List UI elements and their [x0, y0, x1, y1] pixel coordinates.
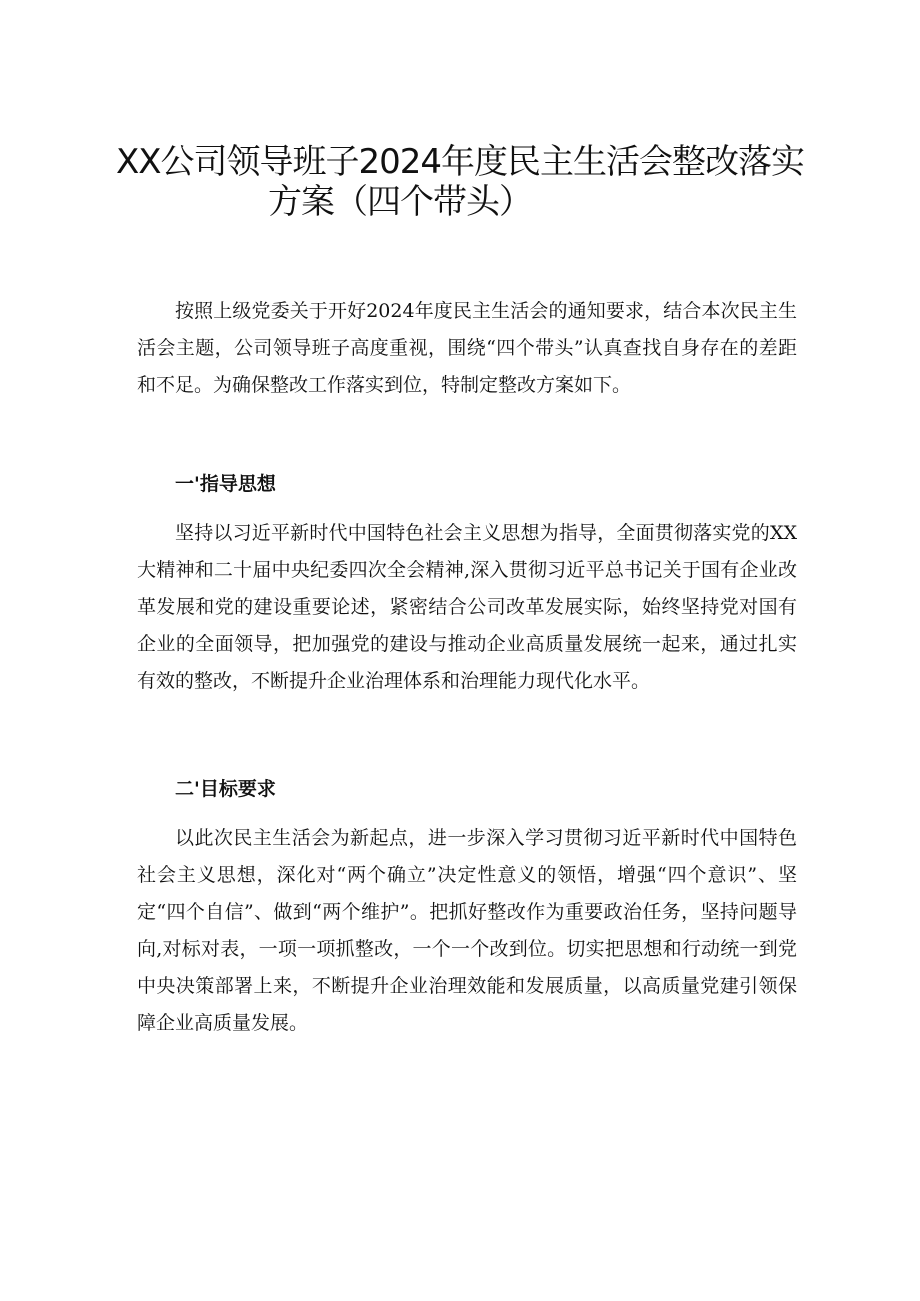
section-body-block-2: [137, 820, 797, 1042]
section-heading-block-1: [137, 466, 797, 503]
document-title-line-2: 方案（四个带头）: [268, 182, 532, 222]
intro-paragraph: 按照上级党委关于开好2024年度民主生活会的通知要求，结合本次民主生活会主题，公司领导班子高度重视，围绕“四个带头”认真查找自身存在的差距和不足。为确保整改工作落实到位，特制定整改方案如下。: [137, 300, 797, 396]
section-heading-goals: 二'目标要求: [175, 778, 276, 800]
section-body-block-1: [137, 515, 797, 700]
section-heading-block-2: [137, 771, 797, 808]
section-heading-guiding-ideology: 一'指导思想: [175, 473, 276, 495]
section-paragraph-goals: 以此次民主生活会为新起点，进一步深入学习贯彻习近平新时代中国特色社会主义思想，深化对“两个确立”决定性意义的领悟，增强“四个意识”、坚定“四个自信”、做到“两个维护”。把抓好整改作为重要政治任务，坚持问题导向,对标对表，一项一项抓整改，一个一个改到位。切实把思想和行动统一到党中央决策部署上来，不断提升企业治理效能和发展质量，以高质量党建引领保障企业高质量发展。: [137, 827, 797, 1034]
section-paragraph-guiding-ideology: 坚持以习近平新时代中国特色社会主义思想为指导，全面贯彻落实党的XX大精神和二十届中央纪委四次全会精神,深入贯彻习近平总书记关于国有企业改革发展和党的建设重要论述，紧密结合公司改革发展实际，始终坚持党对国有企业的全面领导，把加强党的建设与推动企业高质量发展统一起来，通过扎实有效的整改，不断提升企业治理体系和治理能力现代化水平。: [137, 522, 797, 692]
document-title-line-1: XX公司领导班子2024年度民主生活会整改落实: [115, 142, 805, 182]
intro-paragraph-block: [137, 293, 797, 404]
